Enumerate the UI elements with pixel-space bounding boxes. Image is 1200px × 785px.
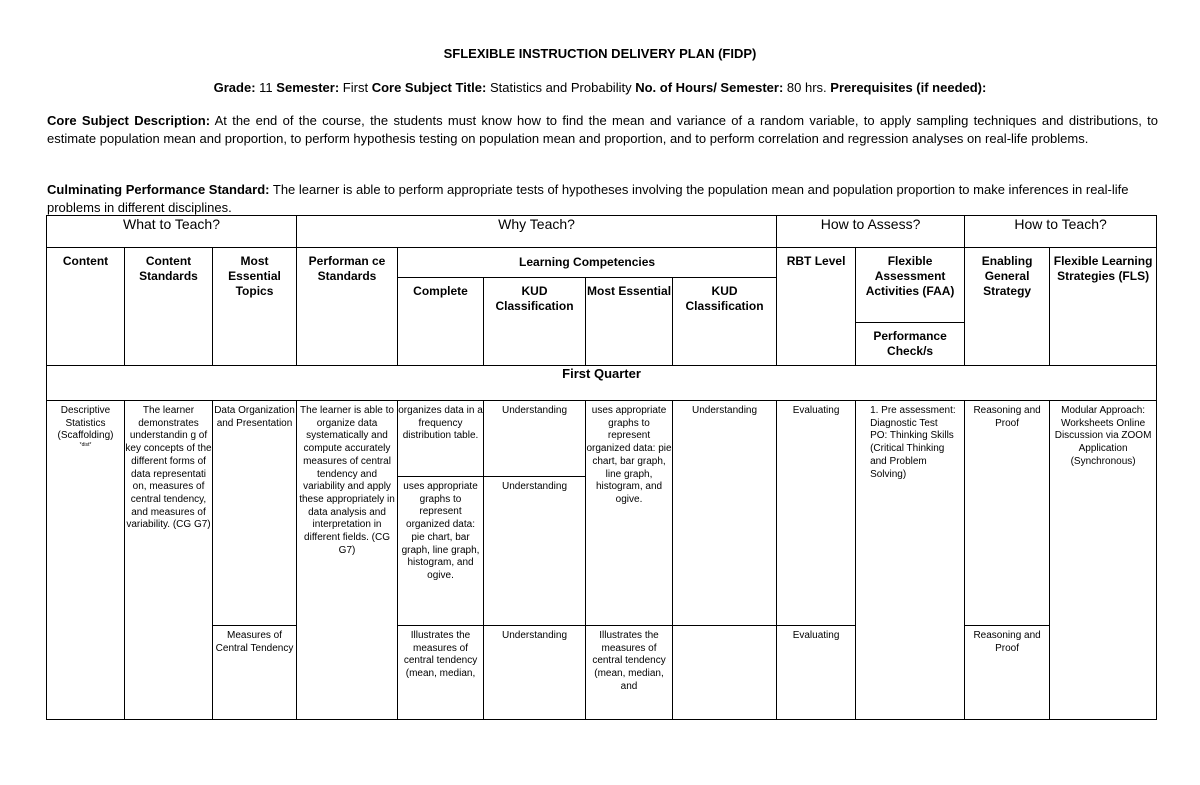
competency-kud2-1: Understanding: [673, 401, 777, 626]
competency-complete-2: uses appropriate graphs to represent organized data: pie chart, bar graph, line graph, histogram, and ogive.: [398, 477, 484, 626]
header-learning-competencies: Learning Competencies: [398, 248, 777, 278]
header-content: Content: [47, 248, 125, 366]
performance-standard-cell: The learner is able to organize data systematically and compute accurately measures of central tendency and variability and apply these appropriately in data analysis and interpretation in different fields. (CG G7): [297, 401, 398, 720]
competency-kud2-3: [673, 626, 777, 720]
grade-value: 11: [259, 80, 273, 95]
header-rbt-level: RBT Level: [777, 248, 856, 366]
content-note: *dist*: [79, 442, 92, 449]
competency-essential-1: uses appropriate graphs to represent organized data: pie chart, bar graph, line graph, histogram, and ogive.: [586, 401, 673, 626]
topic-data-organization: Data Organization and Presentation: [213, 401, 297, 626]
semester-label: Semester:: [276, 80, 340, 95]
header-complete: Complete: [398, 278, 484, 366]
fls-cell: Modular Approach: Worksheets Online Discussion via ZOOM Application (Synchronous): [1050, 401, 1157, 720]
grade-label: Grade:: [213, 80, 256, 95]
header-kud-classification-1: KUD Classification: [484, 278, 586, 366]
faa-cell: 1. Pre assessment: Diagnostic Test PO: Thinking Skills (Critical Thinking and Problem Solving): [856, 401, 965, 720]
enabling-strategy-1: Reasoning and Proof: [965, 401, 1050, 626]
rbt-level-2: Evaluating: [777, 626, 856, 720]
semester-value: First: [342, 80, 369, 95]
subject-title-value: Statistics and Probability: [489, 80, 632, 95]
subject-title-label: Core Subject Title:: [371, 80, 487, 95]
group-how-to-teach: How to Teach?: [965, 216, 1157, 248]
culminating-text: The learner is able to perform appropriate tests of hypotheses involving the population mean and population proportion to make inferences in real-life problems in different disciplines.: [47, 182, 1129, 215]
hours-label: No. of Hours/ Semester:: [635, 80, 784, 95]
competency-complete-1: organizes data in a frequency distribution table.: [398, 401, 484, 477]
group-what-to-teach: What to Teach?: [47, 216, 297, 248]
quarter-heading: First Quarter: [47, 366, 1157, 401]
culminating-performance-standard: [47, 181, 1158, 217]
header-most-essential-topics: Most Essential Topics: [213, 248, 297, 366]
rbt-level-1: Evaluating: [777, 401, 856, 626]
header-performance-standards: Performan ce Standards: [297, 248, 398, 366]
header-performance-checks: Performance Check/s: [856, 323, 965, 366]
group-how-to-assess: How to Assess?: [777, 216, 965, 248]
competency-kud-2: Understanding: [484, 477, 586, 626]
header-content-standards: Content Standards: [125, 248, 213, 366]
description-label: Core Subject Description:: [47, 113, 211, 128]
header-fls: Flexible Learning Strategies (FLS): [1050, 248, 1157, 366]
competency-essential-3: Illustrates the measures of central tendency (mean, median, and: [586, 626, 673, 720]
fidp-table: [46, 215, 1157, 720]
page-title: SFLEXIBLE INSTRUCTION DELIVERY PLAN (FIDP): [443, 46, 757, 61]
competency-kud-3: Understanding: [484, 626, 586, 720]
header-most-essential: Most Essential: [586, 278, 673, 366]
description-text: At the end of the course, the students must know how to find the mean and variance of a random variable, to apply sampling techniques and distributions, to estimate population mean and proportion, to perform hypothesis testing on population mean and proportion, and to perform correlation and regression analyses on real-life problems.: [47, 113, 1158, 146]
header-enabling-strategy: Enabling General Strategy: [965, 248, 1050, 366]
prerequisites-label: Prerequisites (if needed):: [830, 80, 987, 95]
content-standard-cell: The learner demonstrates understandin g of key concepts of the different forms of data representati on, measures of central tendency, and measures of variability. (CG G7): [125, 401, 213, 720]
enabling-strategy-2: Reasoning and Proof: [965, 626, 1050, 720]
core-subject-description: [47, 112, 1158, 148]
group-why-teach: Why Teach?: [297, 216, 777, 248]
header-faa: Flexible Assessment Activities (FAA): [856, 248, 965, 323]
competency-complete-3: Illustrates the measures of central tendency (mean, median,: [398, 626, 484, 720]
content-cell: [47, 401, 125, 720]
topic-measures-central-tendency: Measures of Central Tendency: [213, 626, 297, 720]
competency-kud-1: Understanding: [484, 401, 586, 477]
content-text: Descriptive Statistics (Scaffolding): [57, 405, 114, 442]
header-kud-classification-2: KUD Classification: [673, 278, 777, 366]
subject-meta-line: [0, 80, 1200, 95]
culminating-label: Culminating Performance Standard:: [47, 182, 270, 197]
hours-value: 80 hrs.: [786, 80, 827, 95]
